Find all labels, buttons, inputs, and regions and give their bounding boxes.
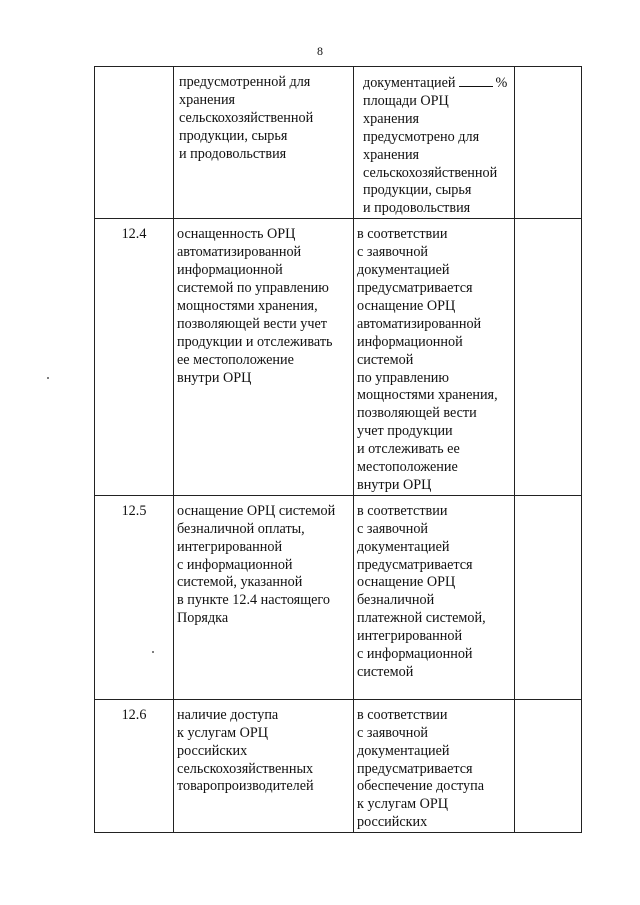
criterion-line: и продовольствия <box>179 145 287 162</box>
condition-line: мощностями хранения, <box>357 387 498 404</box>
condition-line: внутри ОРЦ <box>357 476 432 493</box>
condition-line: предусмотрено для <box>363 128 480 145</box>
condition-line: автоматизированной <box>357 315 482 332</box>
condition-line: системой <box>357 664 414 680</box>
extra-cell <box>515 495 582 699</box>
percent-blank-field <box>459 74 493 87</box>
criterion-line: информационной <box>177 262 283 279</box>
condition-line: позволяющей вести <box>357 405 477 422</box>
criterion-cell <box>174 219 354 496</box>
condition-line: предусматривается <box>357 760 473 777</box>
condition-line: предусматривается <box>357 556 473 573</box>
criterion-line: в пункте 12.4 настоящего <box>177 592 330 609</box>
scan-speck <box>152 651 154 653</box>
condition-line: в соответствии <box>357 502 448 519</box>
criterion-line: автоматизированной <box>177 244 302 261</box>
criterion-line: позволяющей вести учет <box>177 315 327 332</box>
criterion-cell <box>174 67 354 219</box>
condition-line: хранения <box>363 110 420 127</box>
criterion-line: системой по управлению <box>177 279 329 296</box>
condition-line: с заявочной <box>357 520 429 537</box>
condition-cell <box>354 495 515 699</box>
criterion-line: интегрированной <box>177 538 283 555</box>
extra-cell <box>515 67 582 219</box>
criterion-line: российских <box>177 742 248 759</box>
condition-line: российских <box>357 814 428 831</box>
criterion-line: ее местоположение <box>177 351 294 368</box>
criterion-line: с информационной <box>177 556 293 573</box>
condition-line: оснащение ОРЦ <box>357 574 456 591</box>
criterion-line: оснащение ОРЦ системой <box>177 502 336 519</box>
condition-line: продукции, сырья <box>363 182 472 199</box>
extra-cell <box>515 699 582 832</box>
percent-sign: % <box>495 75 508 91</box>
criterion-line: хранения <box>179 91 236 108</box>
condition-cell <box>354 219 515 496</box>
criterion-line: сельскохозяйственных <box>177 760 314 777</box>
criterion-line: товаропроизводителей <box>177 778 314 795</box>
condition-line: хранения <box>363 146 420 163</box>
condition-line: оснащение ОРЦ <box>357 297 456 314</box>
condition-line: с заявочной <box>357 244 429 261</box>
table-row-12-5 <box>95 495 582 699</box>
row-number-cell: 12.4 <box>95 219 174 496</box>
condition-line: безналичной <box>357 592 435 609</box>
criterion-line: оснащенность ОРЦ <box>177 226 296 243</box>
extra-cell <box>515 219 582 496</box>
criterion-line: внутри ОРЦ <box>177 369 252 386</box>
condition-line: документацией <box>357 538 450 555</box>
condition-line: сельскохозяйственной <box>363 164 498 181</box>
condition-line: учет продукции <box>357 423 453 440</box>
condition-line: информационной <box>357 333 463 350</box>
condition-line-with-blank <box>363 74 514 93</box>
criterion-line: продукции и отслеживать <box>177 333 333 350</box>
condition-line: обеспечение доступа <box>357 778 485 795</box>
criterion-line: наличие доступа <box>177 706 279 723</box>
condition-line: с информационной <box>357 646 473 663</box>
condition-cell <box>354 67 515 219</box>
row-number-cell: 12.6 <box>95 699 174 832</box>
row-number-cell <box>95 67 174 219</box>
criterion-line: Порядка <box>177 610 229 627</box>
condition-line: системой <box>357 351 414 368</box>
condition-line: интегрированной <box>357 628 463 645</box>
criterion-cell <box>174 495 354 699</box>
condition-text-before-blank: документацией <box>363 75 456 91</box>
criterion-line: безналичной оплаты, <box>177 520 305 537</box>
criterion-line: системой, указанной <box>177 574 303 591</box>
condition-line: местоположение <box>357 459 458 476</box>
row-number-cell: 12.5 <box>95 495 174 699</box>
criterion-line: мощностями хранения, <box>177 297 318 314</box>
criterion-cell <box>174 699 354 832</box>
condition-line: и отслеживать ее <box>357 441 460 458</box>
scan-speck <box>47 377 49 379</box>
condition-line: к услугам ОРЦ <box>357 796 449 813</box>
condition-cell <box>354 699 515 832</box>
criterion-line: к услугам ОРЦ <box>177 724 269 741</box>
criterion-line: предусмотренной для <box>179 74 311 90</box>
criteria-table <box>94 66 582 833</box>
page-number: 8 <box>317 44 323 58</box>
criterion-line: продукции, сырья <box>179 127 288 144</box>
table-row-12-6 <box>95 699 582 832</box>
condition-line: платежной системой, <box>357 610 486 627</box>
condition-line: и продовольствия <box>363 200 471 217</box>
condition-line: предусматривается <box>357 279 473 296</box>
condition-line: в соответствии <box>357 706 448 723</box>
table-row-continuation <box>95 67 582 219</box>
condition-line: площади ОРЦ <box>363 92 449 109</box>
condition-line: в соответствии <box>357 226 448 243</box>
table-row-12-4 <box>95 219 582 496</box>
condition-line: с заявочной <box>357 724 429 741</box>
condition-line: документацией <box>357 262 450 279</box>
condition-line: документацией <box>357 742 450 759</box>
condition-line: по управлению <box>357 369 449 386</box>
criterion-line: сельскохозяйственной <box>179 109 314 126</box>
